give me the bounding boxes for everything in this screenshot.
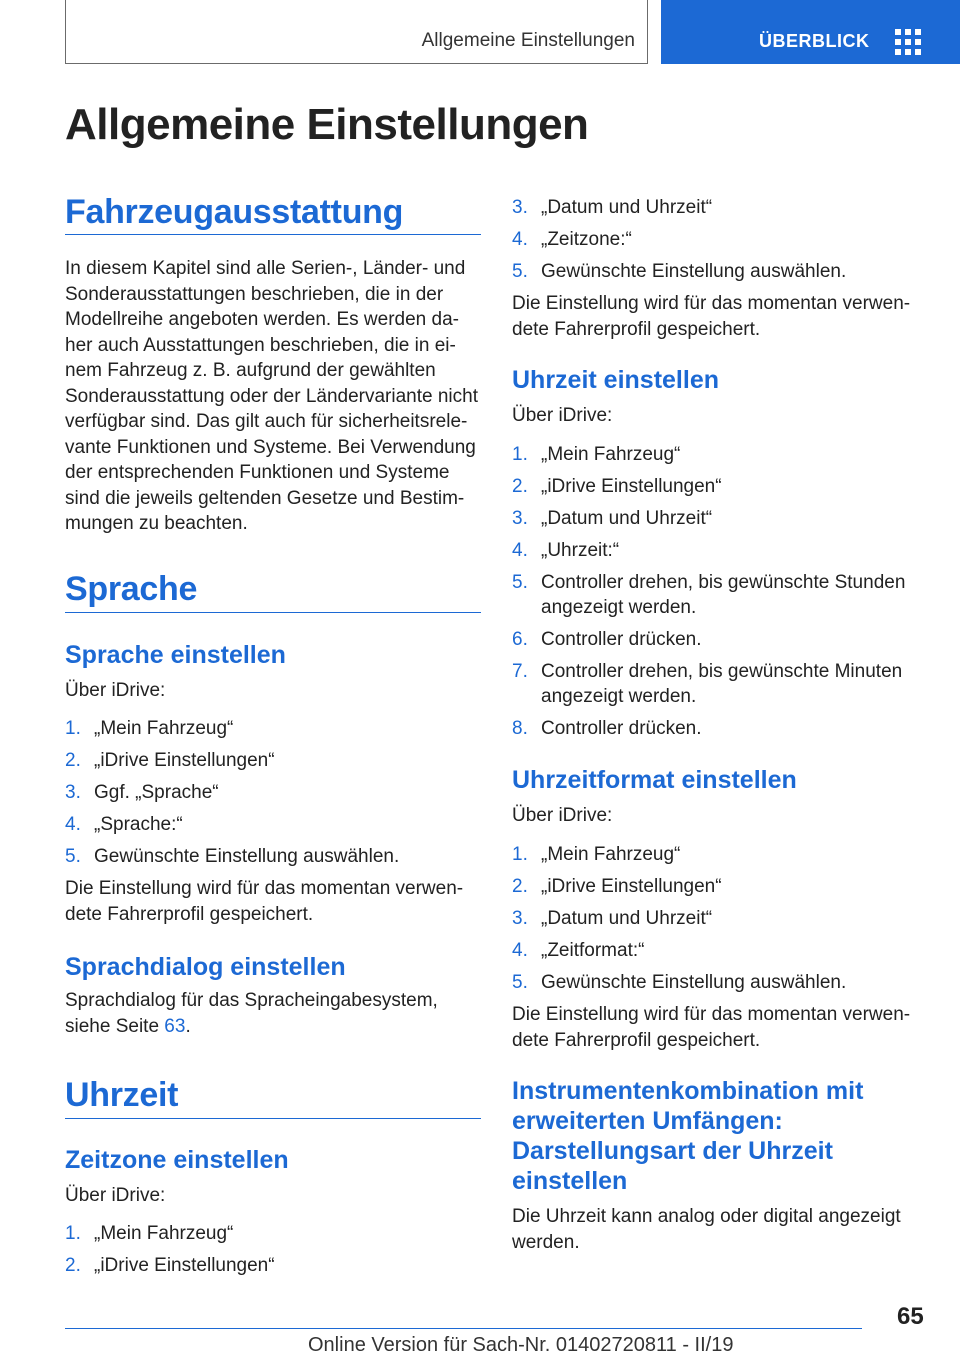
sprache-intro: Über iDrive: xyxy=(65,680,166,701)
grid-menu-icon xyxy=(895,29,921,55)
subheading-sprachdialog: Sprachdialog einstellen xyxy=(65,953,346,981)
subheading-zeitzone: Zeitzone einstellen xyxy=(65,1146,289,1174)
heading-fahrzeugausstattung: Fahrzeugausstattung xyxy=(65,193,404,231)
heading-rule xyxy=(65,612,481,613)
page-number: 65 xyxy=(897,1303,924,1330)
uhrzeit-intro: Über iDrive: xyxy=(512,405,613,426)
overview-button[interactable] xyxy=(661,0,960,64)
zeitzone-note: Die Einstellung wird für das momentan verwen- dete Fahrerprofil gespeichert. xyxy=(512,293,911,340)
subheading-uhrzeit-einstellen: Uhrzeit einstellen xyxy=(512,366,719,394)
heading-rule xyxy=(65,1118,481,1119)
page-title: Allgemeine Einstellungen xyxy=(65,100,589,149)
overview-label: ÜBERBLICK xyxy=(759,31,870,51)
instrument-text: Die Uhrzeit kann analog oder digital angezeigt werden. xyxy=(512,1206,901,1253)
sprachdialog-text: Sprachdialog für das Spracheingabesystem, siehe Seite 63. xyxy=(65,990,438,1037)
subheading-sprache-einstellen: Sprache einstellen xyxy=(65,641,286,669)
format-note: Die Einstellung wird für das momentan verwen- dete Fahrerprofil gespeichert. xyxy=(512,1004,911,1051)
format-intro: Über iDrive: xyxy=(512,805,613,826)
subheading-uhrzeitformat: Uhrzeitformat einstellen xyxy=(512,766,797,794)
heading-sprache: Sprache xyxy=(65,570,198,608)
heading-rule xyxy=(65,234,481,235)
fahrzeug-paragraph: In diesem Kapitel sind alle Serien-, Länder- und Sonderausstattungen beschrieben, die in der Modellreihe angeboten werden. Es werden da- her auch Ausstattungen beschrieben, die in ei- nem Fahrzeug z. B. aufgrund der gewählten Sonderausstattung oder der Ländervariante nicht verfügbar sind. Das gilt auch für sicherheitsrele- vante Funktionen und Systeme. Bei Verwendung der entsprechenden Funktionen und Systeme sind die jeweils geltenden Gesetze und Bestim- mungen zu beachten. xyxy=(65,258,478,534)
page-link-63[interactable]: 63 xyxy=(164,1015,186,1037)
subheading-instrumentenkombination: Instrumentenkombination mit erweiterten Umfängen: Darstellungsart der Uhrzeit einstellen xyxy=(512,1077,864,1195)
heading-uhrzeit: Uhrzeit xyxy=(65,1076,179,1114)
sprache-note: Die Einstellung wird für das momentan verwen- dete Fahrerprofil gespeichert. xyxy=(65,878,464,925)
header-section-title: Allgemeine Einstellungen xyxy=(421,30,635,51)
footer-rule xyxy=(65,1328,862,1329)
zeitzone-intro: Über iDrive: xyxy=(65,1185,166,1206)
header-section-box xyxy=(65,0,648,64)
footer-text: Online Version für Sach-Nr. 01402720811 - II/19 xyxy=(308,1334,734,1356)
